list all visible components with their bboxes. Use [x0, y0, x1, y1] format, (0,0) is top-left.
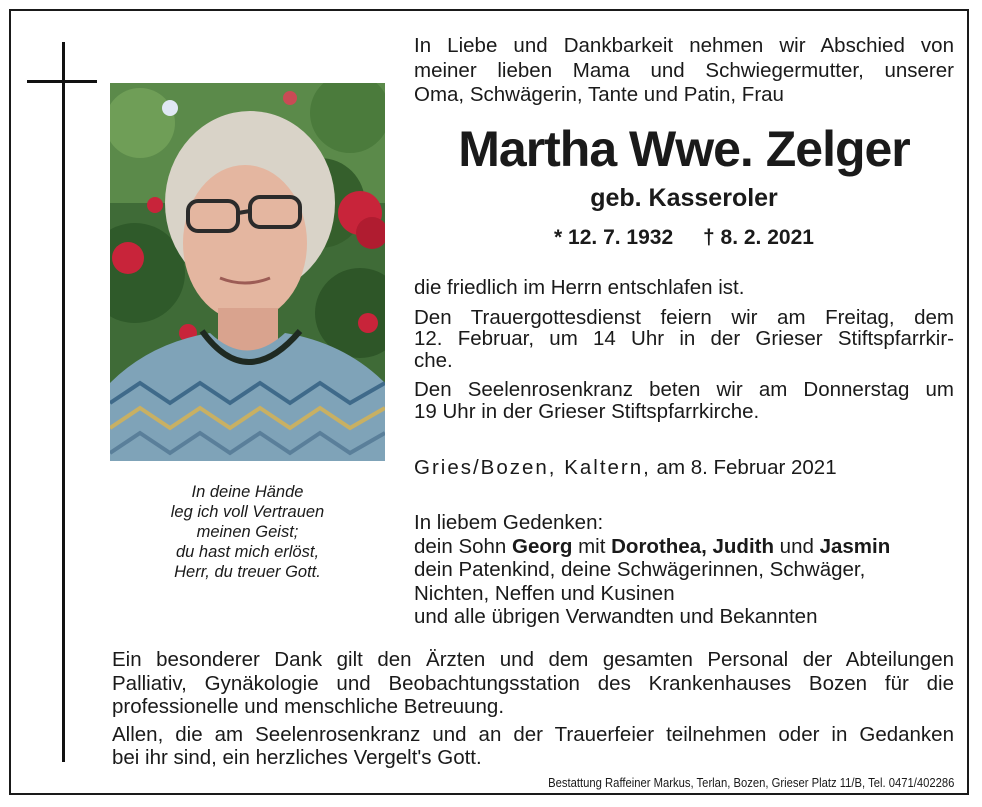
verse-line: In deine Hände [191, 483, 304, 501]
mourner-name: Dorothea, Judith [611, 534, 774, 558]
verse [110, 482, 385, 582]
deceased-name: Martha Wwe. Zelger [458, 121, 910, 177]
notice-line: Den Seelenrosenkranz beten wir am Donnerstag um [414, 378, 954, 401]
place-names: Gries/Bozen, Kaltern, [414, 456, 651, 479]
portrait-photo [110, 83, 385, 461]
thanks-text [112, 648, 954, 774]
verse-line: Herr, du treuer Gott. [174, 563, 321, 581]
cross-icon-bar [27, 80, 97, 83]
verse-line: meinen Geist; [196, 523, 299, 541]
maiden-name: geb. Kasseroler [590, 184, 778, 212]
place-date [414, 455, 837, 481]
intro-text [414, 34, 954, 108]
text-run: dein Sohn [414, 534, 513, 558]
thanks-line: professionelle und menschliche Betreuung. [112, 695, 505, 718]
death-date: † 8. 2. 2021 [703, 226, 814, 249]
birth-date: * 12. 7. 1932 [554, 226, 674, 249]
verse-line: du hast mich erlöst, [175, 543, 320, 561]
cross-icon [62, 42, 65, 762]
mourners-heading: In liebem Gedenken: [414, 511, 604, 534]
mourners-list [414, 511, 890, 629]
mourners-line [414, 535, 890, 559]
notice-date: am 8. Februar 2021 [656, 456, 837, 479]
undertaker-footer: Bestattung Raffeiner Markus, Terlan, Bozen, Grieser Platz 11/B, Tel. 0471/402286 [547, 776, 954, 790]
thanks-line: bei ihr sind, ein herzliches Vergelt's Gott. [112, 746, 482, 769]
mourner-name: Jasmin [819, 534, 891, 558]
notice-line: die friedlich im Herrn entschlafen ist. [414, 276, 745, 299]
notice-text [414, 277, 954, 430]
thanks-line: Ein besonderer Dank gilt den Ärzten und dem gesamten Personal der Abteilungen [112, 648, 954, 671]
thanks-line: Allen, die am Seelenrosenkranz und an der Trauerfeier teilnehmen oder in Gedanken [112, 722, 954, 746]
intro-line: meiner lieben Mama und Schwiegermutter, unserer [414, 58, 954, 82]
notice-line: 19 Uhr in der Grieser Stiftspfarrkirche. [414, 399, 760, 423]
intro-line: In Liebe und Dankbarkeit nehmen wir Abschied von [414, 34, 954, 57]
mourners-line: und alle übrigen Verwandten und Bekannten [414, 605, 818, 628]
notice-line: che. [414, 348, 453, 372]
thanks-line: Palliativ, Gynäkologie und Beobachtungsstation des Krankenhauses Bozen für die [112, 671, 954, 695]
text-run: mit [572, 534, 612, 558]
verse-line: leg ich voll Vertrauen [170, 503, 325, 521]
mourners-line: Nichten, Neffen und Kusinen [414, 581, 675, 605]
notice-line: 12. Februar, um 14 Uhr in der Grieser Stiftspfarrkir- [414, 327, 954, 350]
intro-line: Oma, Schwägerin, Tante und Patin, Frau [414, 83, 784, 106]
text-run: und [773, 534, 820, 558]
mourners-line: dein Patenkind, deine Schwägerinnen, Schwäger, [414, 558, 866, 581]
notice-line: Den Trauergottesdienst feiern wir am Freitag, dem [414, 305, 954, 329]
life-dates [414, 224, 954, 252]
mourner-name: Georg [512, 534, 573, 558]
